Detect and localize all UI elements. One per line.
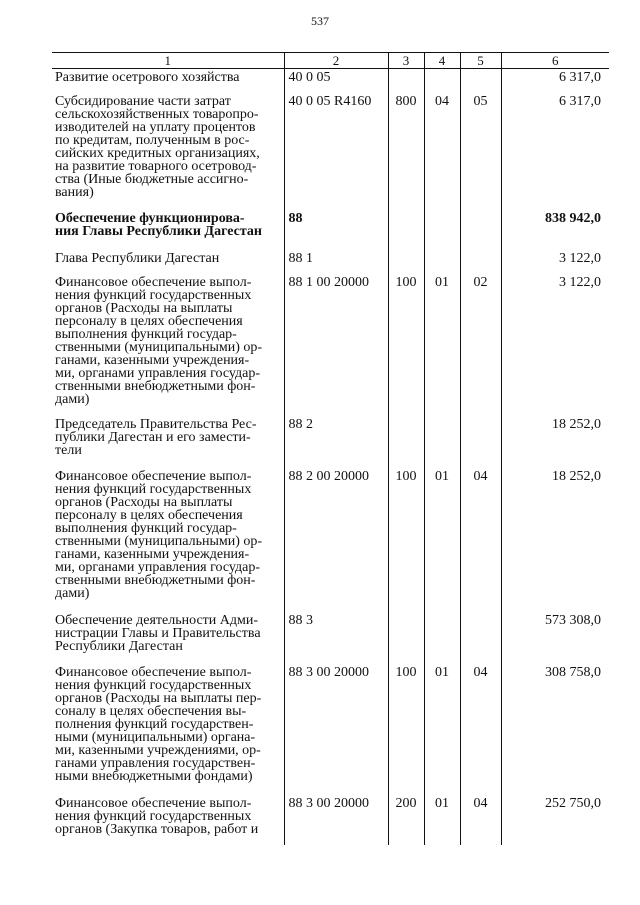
row-subsection [460, 416, 501, 468]
row-section [424, 210, 460, 250]
row-section [424, 416, 460, 468]
row-subsection: 04 [460, 664, 501, 795]
row-code: 88 3 [284, 612, 388, 664]
row-section: 01 [424, 274, 460, 416]
column-header-3: 3 [388, 53, 424, 69]
row-amount: 6 317,0 [501, 69, 609, 93]
row-code: 88 3 00 20000 [284, 795, 388, 845]
table-row [52, 274, 609, 416]
row-subsection: 04 [460, 468, 501, 612]
row-expense-type [388, 416, 424, 468]
row-subsection: 05 [460, 93, 501, 210]
row-expense-type: 100 [388, 468, 424, 612]
row-amount: 3 122,0 [501, 274, 609, 416]
row-amount: 252 750,0 [501, 795, 609, 845]
row-subsection: 02 [460, 274, 501, 416]
row-name: Финансовое обеспечение выпол- нения функций государственных органов (Расходы на выплаты персоналу в целях обеспечения выполнения функций государ- ственными (муниципальными) ор- ганами, казенными учреждения- ми, органами управления государ- ственными внебюджетными фон- дами) [55, 468, 263, 601]
table-row [52, 612, 609, 664]
table-row [52, 468, 609, 612]
row-amount: 308 758,0 [501, 664, 609, 795]
column-header-2: 2 [284, 53, 388, 69]
row-name: Финансовое обеспечение выпол- нения функций государственных органов (Закупка товаров, работ и [55, 795, 259, 837]
table-row [52, 416, 609, 468]
row-amount: 3 122,0 [501, 250, 609, 274]
row-section: 04 [424, 93, 460, 210]
table-body [52, 69, 609, 845]
row-code: 88 1 [284, 250, 388, 274]
column-header-6: 6 [501, 53, 609, 69]
row-section [424, 612, 460, 664]
table-header-row [52, 53, 609, 69]
row-name: Субсидирование части затрат сельскохозяйственных товаропро- изводителей на уплату процентов по кредитам, полученным в рос- сийских кредитных организациях, на развитие товарного осетровод- ства (Иные бюджетные ассигно- вания) [55, 93, 260, 200]
row-code: 88 1 00 20000 [284, 274, 388, 416]
row-name: Обеспечение деятельности Адми- нистрации Главы и Правительства Республики Дагестан [55, 612, 261, 654]
row-name: Финансовое обеспечение выпол- нения функций государственных органов (Расходы на выплаты пер- соналу в целях обеспечения вы- полнения функций государствен- ными (муниципальными) органа- ми, казенными учреждениями, ор- ганами управления государствен- ными внебюджетными фондами) [55, 664, 262, 784]
row-section: 01 [424, 468, 460, 612]
row-name: Финансовое обеспечение выпол- нения функций государственных органов (Расходы на выплаты персоналу в целях обеспечения выполнения функций государ- ственными (муниципальными) ор- ганами, казенными учреждения- ми, органами управления государ- ственными внебюджетными фон- дами) [55, 274, 263, 407]
page-number: 537 [311, 14, 329, 28]
row-name: Развитие осетрового хозяйства [55, 70, 240, 85]
row-code: 88 3 00 20000 [284, 664, 388, 795]
row-section [424, 69, 460, 93]
table-row [52, 69, 609, 93]
row-expense-type: 800 [388, 93, 424, 210]
row-amount: 838 942,0 [501, 210, 609, 250]
row-subsection [460, 210, 501, 250]
row-section [424, 250, 460, 274]
row-expense-type [388, 210, 424, 250]
row-code: 88 2 [284, 416, 388, 468]
row-code: 40 0 05 [284, 69, 388, 93]
row-subsection [460, 612, 501, 664]
row-expense-type: 100 [388, 664, 424, 795]
row-expense-type [388, 69, 424, 93]
row-name: Обеспечение функционирова- ния Главы Республики Дагестан [55, 210, 262, 239]
column-header-1: 1 [52, 53, 284, 69]
row-name: Глава Республики Дагестан [55, 250, 220, 266]
row-expense-type [388, 250, 424, 274]
row-expense-type: 200 [388, 795, 424, 845]
row-expense-type: 100 [388, 274, 424, 416]
table-row [52, 93, 609, 210]
table-row [52, 250, 609, 274]
row-subsection [460, 69, 501, 93]
table-row [52, 664, 609, 795]
row-subsection: 04 [460, 795, 501, 845]
row-expense-type [388, 612, 424, 664]
budget-table [52, 52, 609, 845]
row-amount: 18 252,0 [501, 468, 609, 612]
column-header-5: 5 [460, 53, 501, 69]
row-name: Председатель Правительства Рес- публики Дагестан и его замести- тели [55, 416, 257, 458]
column-header-4: 4 [424, 53, 460, 69]
row-section: 01 [424, 795, 460, 845]
row-amount: 573 308,0 [501, 612, 609, 664]
row-code: 88 2 00 20000 [284, 468, 388, 612]
row-subsection [460, 250, 501, 274]
table-row [52, 210, 609, 250]
row-section: 01 [424, 664, 460, 795]
row-amount: 6 317,0 [501, 93, 609, 210]
table-row [52, 795, 609, 845]
row-amount: 18 252,0 [501, 416, 609, 468]
row-code: 88 [284, 210, 388, 250]
row-code: 40 0 05 R4160 [284, 93, 388, 210]
